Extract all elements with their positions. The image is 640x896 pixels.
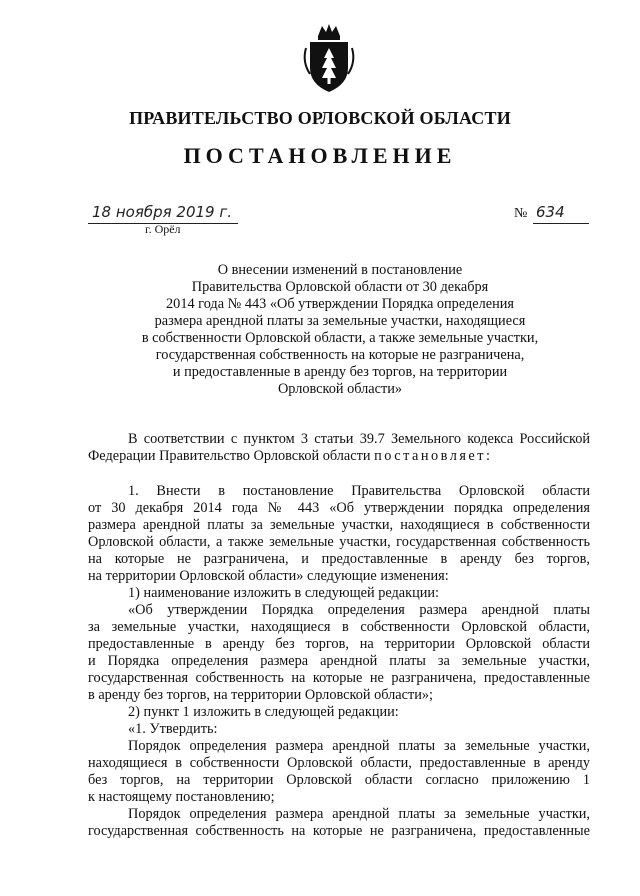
document-type: ПОСТАНОВЛЕНИЕ <box>183 143 457 168</box>
body-line: государственная собственность на которые не разграничена, предоставленные <box>88 823 590 839</box>
body-line: находящиеся в собственности Орловской области, предоставленные в аренду <box>88 755 590 771</box>
title-line: 2014 года № 443 «Об утверждении Порядка определения <box>166 296 514 312</box>
document-number: 634 <box>536 203 565 221</box>
title-line: Орловской области» <box>277 381 403 397</box>
body-line: на которые не разграничена, и предоставленные в аренду без торгов, <box>88 551 590 567</box>
body-line: размера арендной платы за земельные участки, находящиеся в собственности <box>88 517 590 533</box>
coat-of-arms-emblem-icon <box>300 22 358 94</box>
title-line: Правительства Орловской области от 30 декабря <box>191 279 489 295</box>
body-line: «1. Утвердить: <box>128 721 218 737</box>
body-line: «Об утверждении Порядка определения размера арендной платы <box>128 602 590 618</box>
body-line: за земельные участки, находящиеся в собственности Орловской области, <box>88 619 590 635</box>
body-line: и Порядка определения размера арендной платы за земельные участки, <box>88 653 590 669</box>
body-line: 1) наименование изложить в следующей редакции: <box>128 585 439 601</box>
body-line: к настоящему постановлению; <box>88 789 275 805</box>
paragraph-gap <box>88 465 590 483</box>
body-line: 2) пункт 1 изложить в следующей редакции: <box>128 704 399 720</box>
preamble-line: В соответствии с пунктом 3 статьи 39.7 Земельного кодекса Российской <box>128 431 590 447</box>
body-line: Порядок определения размера арендной платы за земельные участки, <box>128 806 590 822</box>
preamble-line <box>88 448 590 465</box>
body-line: государственная собственность на которые не разграничена, предоставленные <box>88 670 590 686</box>
preamble-text: Федерации Правительство Орловской области <box>88 448 375 464</box>
title-line: в собственности Орловской области, а также земельные участки, <box>141 330 539 346</box>
title-line: О внесении изменений в постановление <box>217 262 463 278</box>
title-line: государственная собственность на которые не разграничена, <box>155 347 525 363</box>
body-line: в аренду без торгов, на территории Орловской области»; <box>88 687 433 703</box>
body-line: 1. Внести в постановление Правительства Орловской области <box>128 483 590 499</box>
body-line: на территории Орловской области» следующие изменения: <box>88 568 449 584</box>
title-line: и предоставленные в аренду без торгов, на территории <box>172 364 508 380</box>
document-date: 18 ноября 2019 г. <box>92 203 233 221</box>
document-city: г. Орёл <box>145 222 181 236</box>
body-line: Порядок определения размера арендной платы за земельные участки, <box>128 738 590 754</box>
document-body <box>88 431 590 840</box>
title-line: размера арендной платы за земельные участки, находящиеся <box>154 313 526 329</box>
body-line: без торгов, на территории Орловской области согласно приложению 1 <box>88 772 590 788</box>
preamble-verb: постановляет: <box>374 448 493 464</box>
body-line: предоставленные в аренду без торгов, на территории Орловской области <box>88 636 590 652</box>
number-label: № <box>514 206 528 221</box>
body-line: от 30 декабря 2014 года № 443 «Об утверждении порядка определения <box>88 500 590 516</box>
document-title <box>100 262 580 398</box>
body-line: Орловской области, а также земельные участки, государственная собственность <box>88 534 590 550</box>
organization-name: ПРАВИТЕЛЬСТВО ОРЛОВСКОЙ ОБЛАСТИ <box>129 108 511 128</box>
